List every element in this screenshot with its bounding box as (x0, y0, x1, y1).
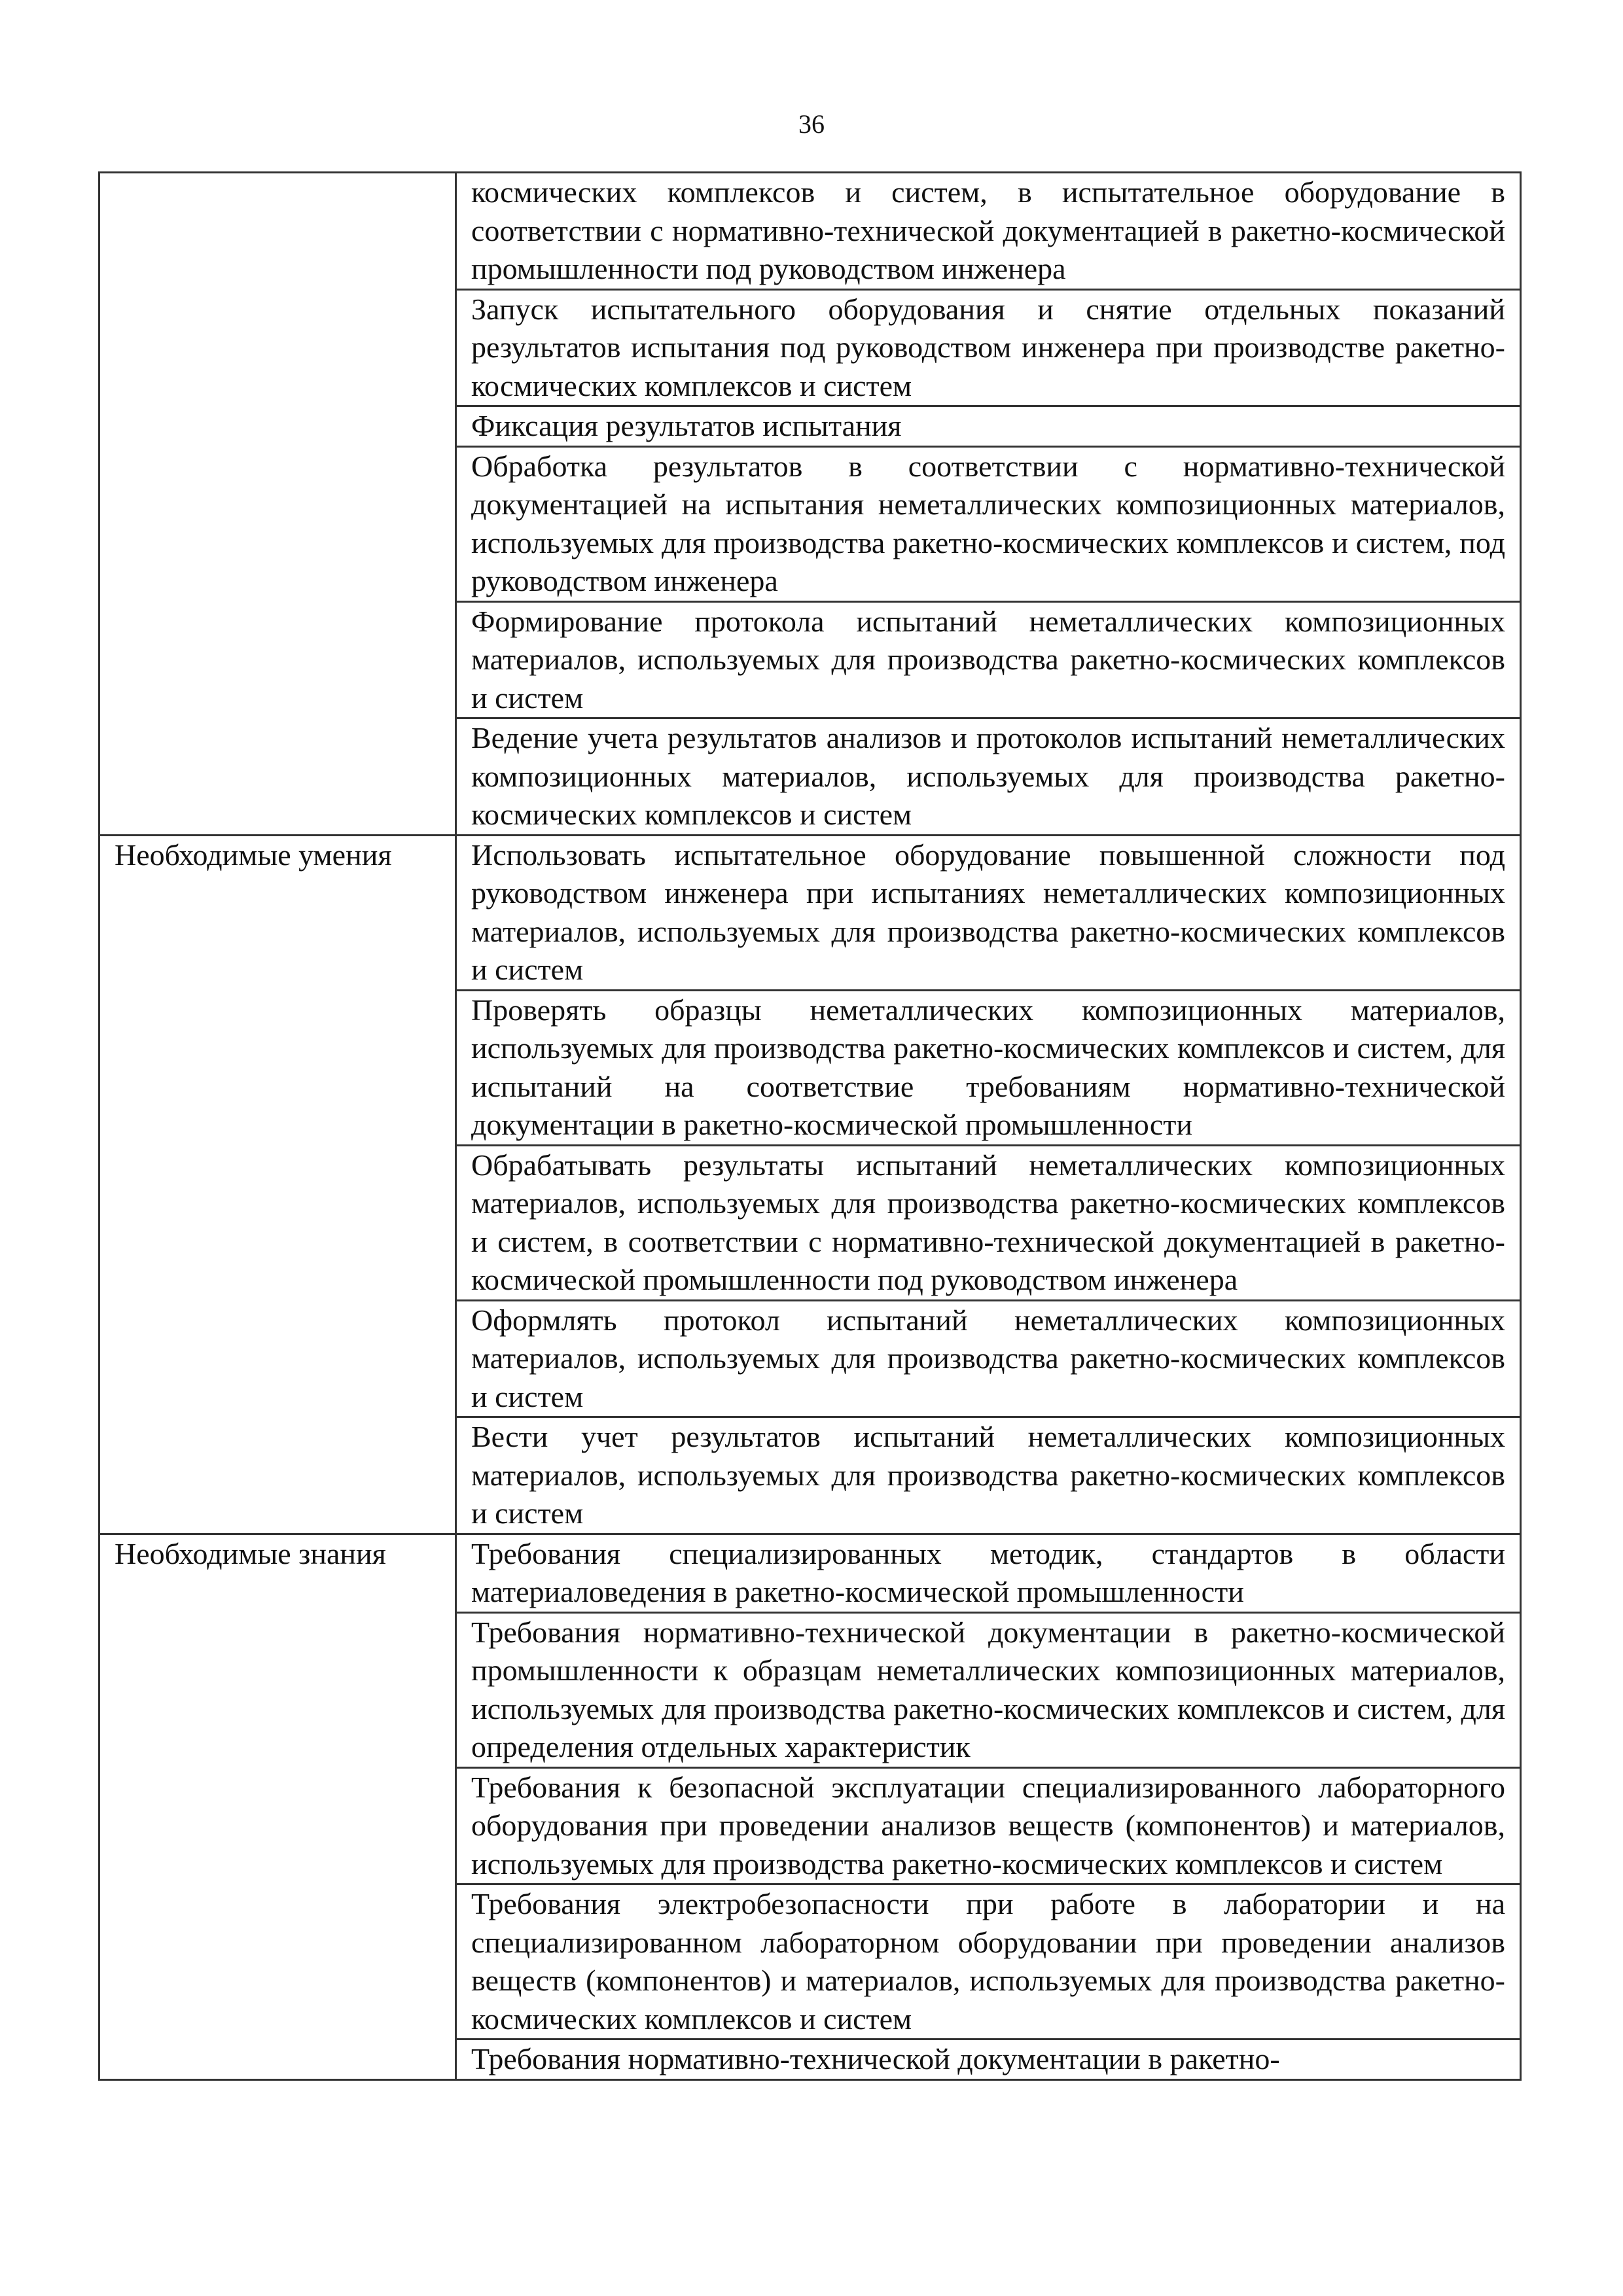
table-cell: Проверять образцы неметаллических композиционных материалов, используемых для производства ракетно-космических комплексов и систем, для испытаний на соответствие требованиям нормативно-технической документации в ракетно-космической промышленности (456, 990, 1521, 1145)
table-cell: Требования к безопасной эксплуатации специализированного лабораторного оборудования при проведении анализов веществ (компонентов) и материалов, используемых для производства ракетно-космических комплексов и систем (456, 1767, 1521, 1884)
section-label (99, 173, 456, 836)
table-cell: Использовать испытательное оборудование повышенной сложности под руководством инженера при испытаниях неметаллических композиционных материалов, используемых для производства ракетно-космических комплексов и систем (456, 835, 1521, 990)
table-cell: Требования специализированных методик, стандартов в области материаловедения в ракетно-космической промышленности (456, 1534, 1521, 1612)
table-cell: Требования нормативно-технической документации в ракетно-космической промышленности к образцам неметаллических композиционных материалов, используемых для производства ракетно-космических комплексов и систем, для определения отдельных характеристик (456, 1612, 1521, 1767)
section-label-skills: Необходимые умения (99, 835, 456, 1534)
table-cell: Требования нормативно-технической документации в ракетно- (456, 2040, 1521, 2080)
table-row (99, 835, 1521, 990)
table-cell: космических комплексов и систем, в испытательное оборудование в соответствии с нормативно-технической документацией в ракетно-космической промышленности под руководством инженера (456, 173, 1521, 290)
table-cell: Фиксация результатов испытания (456, 406, 1521, 447)
section-label-knowledge: Необходимые знания (99, 1534, 456, 2079)
table-cell: Обработка результатов в соответствии с нормативно-технической документацией на испытания неметаллических композиционных материалов, используемых для производства ракетно-космических комплексов и систем, под руководством инженера (456, 446, 1521, 601)
table-cell: Вести учет результатов испытаний неметаллических композиционных материалов, используемых для производства ракетно-космических комплексов и систем (456, 1417, 1521, 1534)
table-cell: Оформлять протокол испытаний неметаллических композиционных материалов, используемых для производства ракетно-космических комплексов и систем (456, 1300, 1521, 1417)
table-cell: Формирование протокола испытаний неметаллических композиционных материалов, используемых для производства ракетно-космических комплексов и систем (456, 601, 1521, 718)
table-row (99, 173, 1521, 290)
table-cell: Запуск испытательного оборудования и снятие отдельных показаний результатов испытания под руководством инженера при производстве ракетно-космических комплексов и систем (456, 289, 1521, 406)
requirements-table (98, 171, 1522, 2081)
table-cell: Ведение учета результатов анализов и протоколов испытаний неметаллических композиционных материалов, используемых для производства ракетно-космических комплексов и систем (456, 718, 1521, 836)
table-cell: Обрабатывать результаты испытаний неметаллических композиционных материалов, используемых для производства ракетно-космических комплексов и систем, в соответствии с нормативно-технической документацией в ракетно-космической промышленности под руководством инженера (456, 1145, 1521, 1300)
page-number: 36 (798, 109, 825, 139)
table-cell: Требования электробезопасности при работе в лаборатории и на специализированном лабораторном оборудовании при проведении анализов веществ (компонентов) и материалов, используемых для производства ракетно-космических комплексов и систем (456, 1884, 1521, 2040)
table-row (99, 1534, 1521, 1612)
